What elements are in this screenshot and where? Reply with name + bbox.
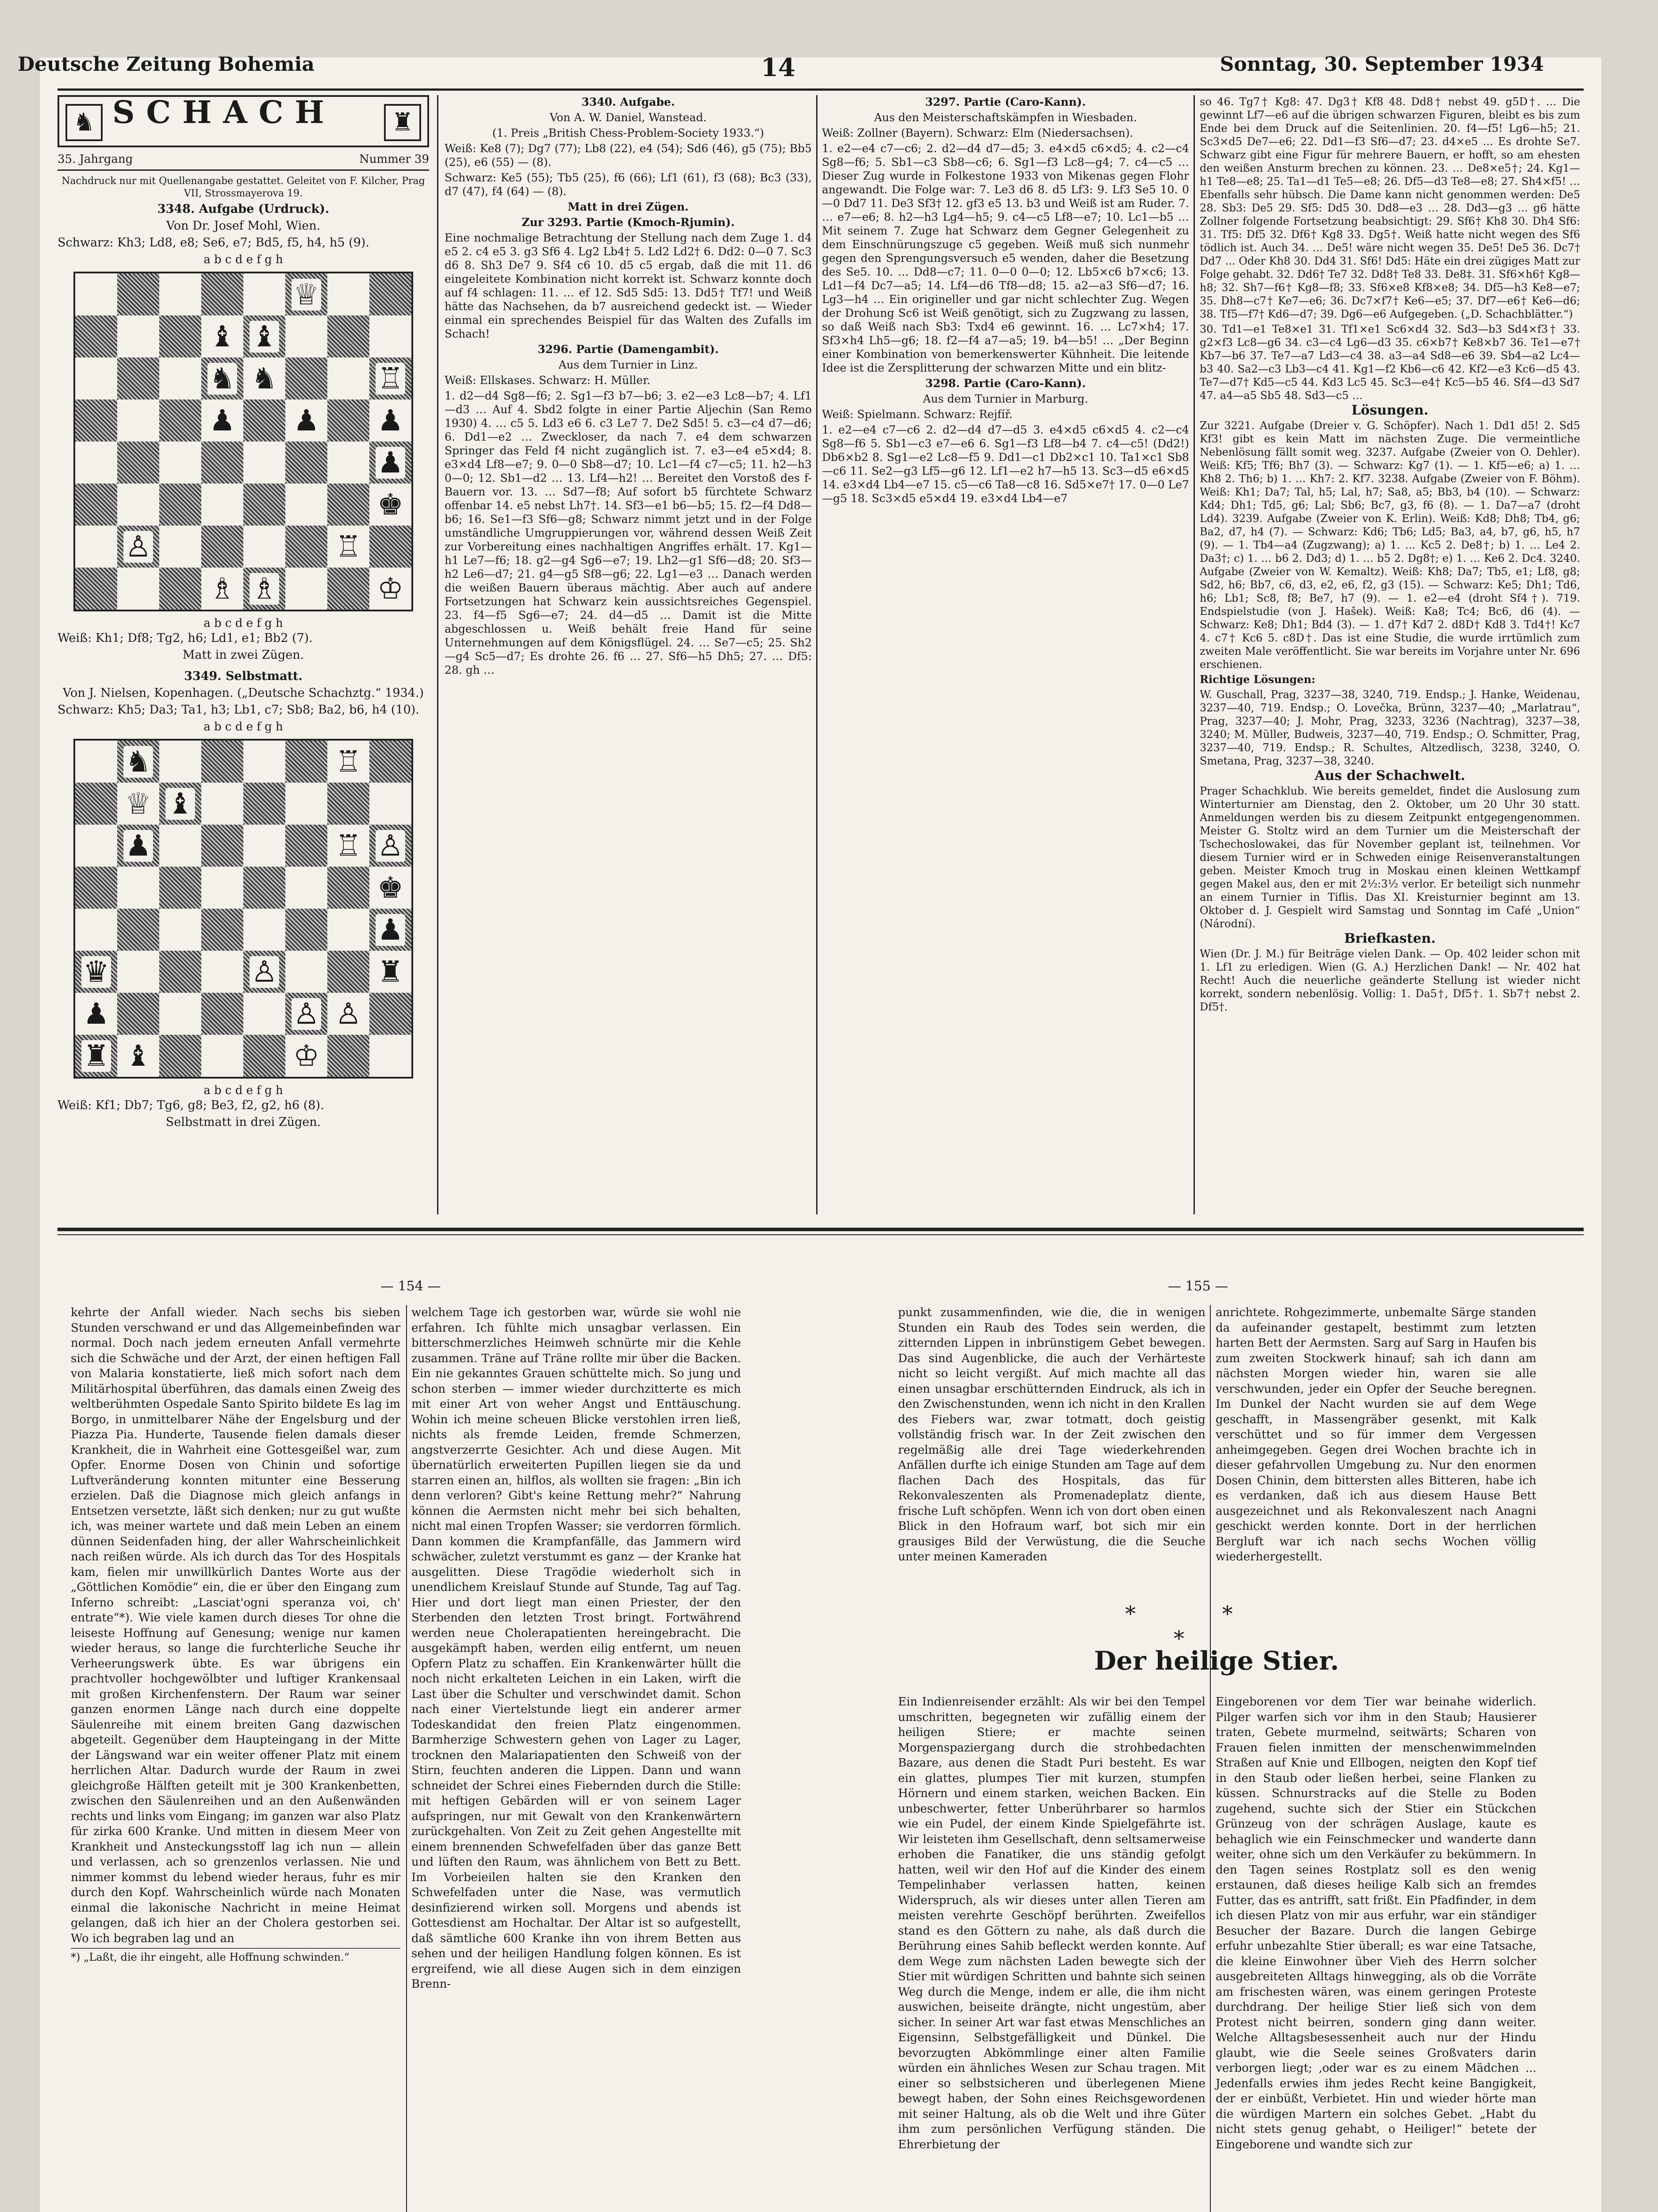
board-square xyxy=(159,825,201,867)
chess-rook-icon: ♜ xyxy=(384,104,421,141)
problem-3348-title: 3348. Aufgabe (Urdruck). xyxy=(157,202,330,216)
board-square xyxy=(369,867,411,909)
schach-notice: Nachdruck nur mit Quellenangabe gestattet. Geleitet von F. Kilcher, Prag VII, Strossmayerova 19. xyxy=(61,176,425,199)
letters-text: Wien (Dr. J. M.) für Beiträge vielen Dank. — Op. 402 leider schon mit 1. Lf1 zu erledigen. Wien (G. A.) Herzlichen Dank! — Nr. 402 hat Recht! Auch die neuerliche geänderte Stellung ist wieder nicht korrekt, sondern nebenlösig. Vollig: 1. Da5†, Df5†. 1. Sb7† nebst 2. Df5†. xyxy=(1200,948,1580,1013)
solutions-title: Lösungen. xyxy=(1351,403,1428,418)
board-grid xyxy=(75,273,411,610)
chess-piece-icon: ♔ xyxy=(285,1035,327,1077)
game-3298-sub: Aus dem Turnier in Marburg. xyxy=(923,392,1088,405)
board-square xyxy=(201,909,243,951)
board-square xyxy=(327,568,369,610)
board-square xyxy=(201,315,243,357)
board-square xyxy=(243,783,285,825)
board-square xyxy=(159,357,201,399)
board-square xyxy=(285,568,327,610)
problem-3349-white: Weiß: Kf1; Db7; Tg6, g8; Be3, f2, g2, h6 (8). xyxy=(58,1098,324,1112)
chess-piece-icon: ♟ xyxy=(369,909,411,951)
board-square xyxy=(243,484,285,526)
board-square xyxy=(159,993,201,1035)
board-square xyxy=(369,273,411,315)
board-square xyxy=(159,741,201,783)
board-square xyxy=(369,484,411,526)
header-rule xyxy=(58,88,1584,91)
board-square xyxy=(243,442,285,484)
chess-piece-icon: ♟ xyxy=(201,399,243,442)
chess-news-text: Prager Schachklub. Wie bereits gemeldet, findet die Auslosung zum Winterturnier am Dienstag, den 2. Oktober, um 20 Uhr 30 statt. Anmeldungen werden bis zu diesem Zeitpunkt entgegengenommen. Meister G. Stoltz wird an dem Turnier um die Meisterschaft der Tschechoslowakei, das für November geplant ist, teilnehmen. Vor diesem Turnier wird er in Schweden einige Reisenveranstaltungen geben. Meister Kmoch trug in Moskau einen kleinen Wettkampf gegen Makel aus, den er mit 2½:3½ verlor. Er beteiligt sich nunmehr an einem Turnier in Tiflis. Das XI. Kreisturnier beginnt am 13. Oktober d. J. Gespielt wird Samstag und Sonntag im Café „Union“ (Národní). xyxy=(1200,785,1580,930)
board-square xyxy=(327,273,369,315)
problem-3348-black: Schwarz: Kh3; Ld8, e8; Se6, e7; Bd5, f5, h4, h5 (9). xyxy=(58,236,370,250)
section-rule xyxy=(58,1228,1584,1231)
board-square xyxy=(159,442,201,484)
chess-piece-icon: ♖ xyxy=(327,741,369,783)
column-rule xyxy=(406,1305,407,2212)
schach-issue: Nummer 39 xyxy=(359,153,429,166)
board-square xyxy=(285,273,327,315)
story-column-3b xyxy=(898,1694,1205,2154)
board-square xyxy=(327,315,369,357)
chess-piece-icon: ♙ xyxy=(117,526,159,568)
board-square xyxy=(285,1035,327,1077)
board-square xyxy=(327,442,369,484)
board-square xyxy=(159,399,201,442)
board-square xyxy=(285,825,327,867)
board-square xyxy=(159,315,201,357)
board-square xyxy=(243,273,285,315)
chess-piece-icon: ♝ xyxy=(159,783,201,825)
section-rule-thin xyxy=(58,1234,1584,1235)
game-3297-sub: Aus den Meisterschaftskämpfen in Wiesbaden. xyxy=(874,111,1137,124)
story-footnote: *) „Laßt, die ihr eingeht, alle Hoffnung schwinden.“ xyxy=(71,1948,400,1964)
schach-volume: 35. Jahrgang xyxy=(58,153,133,166)
problem-3340-white: Weiß: Ke8 (7); Dg7 (77); Lb8 (22), e4 (54); Sd6 (46), g5 (75); Bb5 (25), e6 (55) — (8). xyxy=(445,142,812,169)
story-text-4: anrichtete. Rohgezimmerte, unbemalte Särge standen da aufeinander gestapelt, bestimmt zum letzten harten Bett der Aermsten. Sarg auf Sarg in Haufen bis zum zweiten Stockwerk hinauf; sah ich dann am nächsten Morgen wieder hin, waren sie alle verschwunden, jeder ein Opfer der Seuche beregnen. Im Dunkel der Nacht wurden sie auf dem Wege geschafft, in Massengräber gesenkt, mit Kalk verschüttet und so für immer dem Vergessen anheimgegeben. Gegen drei Wochen brachte ich in dieser gefahrvollen Umgebung zu. Nur den enormen Dosen Chinin, dem bittersten alles Bitteren, habe ich es verdanken, daß ich aus diesem Hause Bett ausgezeichnet und als Rekonvaleszent nach Anagni geschickt werden konnte. Dort in der herrlichen Bergluft war ich nach sechs Wochen völlig wiederhergestellt. xyxy=(1216,1306,1536,1563)
board-square xyxy=(201,951,243,993)
page-number-right: — 155 — xyxy=(1168,1279,1228,1294)
problem-3348-task: Matt in zwei Zügen. xyxy=(182,648,304,662)
chess-piece-icon: ♗ xyxy=(201,568,243,610)
board-square xyxy=(117,315,159,357)
game-3297-players: Weiß: Zollner (Bayern). Schwarz: Elm (Niedersachsen). xyxy=(822,127,1133,139)
board-square xyxy=(117,1035,159,1077)
board-square xyxy=(285,993,327,1035)
board-square xyxy=(75,741,117,783)
board-square xyxy=(285,484,327,526)
board-square xyxy=(201,1035,243,1077)
board-square xyxy=(159,951,201,993)
board-square xyxy=(201,357,243,399)
board-square xyxy=(369,741,411,783)
board-square xyxy=(369,783,411,825)
board-square xyxy=(201,484,243,526)
chess-piece-icon: ♟ xyxy=(369,399,411,442)
chess-piece-icon: ♙ xyxy=(243,951,285,993)
board-square xyxy=(327,825,369,867)
board-square xyxy=(369,993,411,1035)
board-square xyxy=(327,526,369,568)
chess-piece-icon: ♙ xyxy=(369,825,411,867)
board-square xyxy=(117,484,159,526)
board-square xyxy=(159,568,201,610)
board-square xyxy=(75,783,117,825)
board-square xyxy=(117,993,159,1035)
board-square xyxy=(285,315,327,357)
problem-3348-author: Von Dr. Josef Mohl, Wien. xyxy=(166,219,321,233)
chess-piece-icon: ♟ xyxy=(75,993,117,1035)
board-square xyxy=(285,909,327,951)
schach-banner xyxy=(58,95,429,147)
chess-column-4 xyxy=(1200,95,1580,1015)
board-square xyxy=(75,1035,117,1077)
chess-piece-icon: ♚ xyxy=(369,484,411,526)
board-square xyxy=(369,909,411,951)
board-square xyxy=(285,357,327,399)
board-square xyxy=(327,357,369,399)
chess-column-2 xyxy=(445,95,812,679)
problem-3340-black: Schwarz: Ke5 (55); Tb5 (25), f6 (66); Lf1 (61), f3 (68); Bc3 (33), d7 (47), f4 (64) — (8). xyxy=(445,171,812,198)
board-square xyxy=(201,993,243,1035)
board-square xyxy=(201,442,243,484)
board-square xyxy=(285,399,327,442)
board-square xyxy=(201,783,243,825)
letters-title: Briefkasten. xyxy=(1344,931,1436,946)
board-square xyxy=(75,442,117,484)
board-square xyxy=(75,484,117,526)
chess-piece-icon: ♖ xyxy=(327,526,369,568)
board-square xyxy=(159,1035,201,1077)
solutions-text: Zur 3221. Aufgabe (Dreier v. G. Schöpfer). Nach 1. Dd1 d5! 2. Sd5 Kf3! gibt es kein Matt im nächsten Zuge. Die vermeintliche Nebenlösung fällt somit weg. 3237. Aufgabe (Zweier von O. Dehler). Weiß: Kf5; Tf6; Bh7 (3). — Schwarz: Kg7 (1). — 1. Kf5—e6; a) 1. … Kh8 2. Th6; b) 1. … Kh7: 2. Kf7. 3238. Aufgabe (Zweier von F. Böhm). Weiß: Kh1; Da7; Tal, h5; Lal, h7; Sa8, a5; Bb3, b4 (10). — Schwarz: Kd4; Dh1; Td5, g6; Lal; Sb6; Bc7, g3, f6 (8). — 1. Da7—a7 (droht Ld4). 3239. Aufgabe (Zweier von K. Erlin). Weiß: Kd8; Dh8; Tb4, g6; Ba2, d7, h4 (7). — Schwarz: Kd6; Tb6; Ld5; Ba3, a4, b7, g6, h5, h7 (9). — 1. Tb4—a4 (Zugzwang); a) 1. … Kc5 2. De8†; b) 1. … Le4 2. Da3†; c) 1. … b6 2. Dd3; d) 1. … b5 2. Dg8†; e) 1. … Ke6 2. Dc4. 3240. Aufgabe (Zweier von W. Kemaltz). Weiß: Kh8; Da7; Tb5, e1; Lf8, g8; Sd2, h6; Bb7, c6, d3, e2, e6, f2, g3 (15). — Schwarz: Ke5; Dh1; Td6, h6; Lb1; Sc8, f8; Be7, h7 (9). — 1. e2—e4 (droht Sf4†). 719. Endspielstudie (von J. Hašek). Weiß: Ka8; Tc4; Bc6, d6 (4). — Schwarz: Ke8; Dh1; Bd4 (3). — 1. d7† Kd7 2. d8D† Kd8 3. Td4†! Kc7 4. c7† Kc6 5. c8D†. Das ist eine Studie, die wurde irrtümlich zum zweiten Male veröffentlicht. Sie war bereits im Vorjahre unter Nr. 696 erschienen. xyxy=(1200,419,1580,671)
board-square xyxy=(201,568,243,610)
board-square xyxy=(201,867,243,909)
board-square xyxy=(327,741,369,783)
board-square xyxy=(117,951,159,993)
page-header xyxy=(18,53,1544,84)
board-square xyxy=(327,951,369,993)
chess-piece-icon: ♝ xyxy=(117,1035,159,1077)
board-square xyxy=(201,273,243,315)
chess-column-3 xyxy=(822,95,1189,507)
problem-3349-title: 3349. Selbstmatt. xyxy=(184,669,303,683)
board-square xyxy=(201,526,243,568)
story-column-3 xyxy=(898,1305,1205,1567)
story-column-4b xyxy=(1216,1694,1536,2154)
chess-piece-icon: ♚ xyxy=(369,867,411,909)
board-square xyxy=(243,867,285,909)
board-square xyxy=(117,442,159,484)
game-3298-moves: 1. e2—e4 c7—c6 2. d2—d4 d7—d5 3. e4×d5 c6×d5 4. c2—c4 Sg8—f6 5. Sb1—c3 e7—e6 6. Sg1—f3 Lf8—b4 7. c4—c5! (Dd2!) Db6×b2 8. Sg1—e2 Lc8—f5 9. Dd1—c1 Db2×c1 10. Ta1×c1 Sb8—c6 11. Se2—g3 Lf5—g6 12. Lf1—e2 h7—h5 13. Sc3—d5 e6×d5 14. e3×d4 Lb4—e7 15. c5—c6 Ta8—c8 16. Sd5×e7† 17. 0—0 Le7—g5 18. Sc3×d5 e5×d4 19. e3×d4 Lb4—e7 xyxy=(822,423,1189,505)
chess-board-3348 xyxy=(73,272,413,611)
board-square xyxy=(201,399,243,442)
chess-piece-icon: ♙ xyxy=(285,993,327,1035)
board-square xyxy=(369,825,411,867)
game-3293-note: Eine nochmalige Betrachtung der Stellung nach dem Zuge 1. d4 e5 2. c4 e5 3. g3 Sf6 4. Lg2 Lb4† 5. Ld2 Ld2† 6. Dd2: 0—0 7. Sc3 d6 8. Sh3 De7 9. Sf4 c6 10. d5 c5 ergab, daß die mit 11. d6 eingeleitete Kombination nicht korrekt ist. Schwarz konnte doch auf f4 schlagen: 11. … ef 12. Sd5 Sd5: 13. Dd5† Tf7! und Weiß hätte das Nachsehen, da b7 ausreichend gedeckt ist. — Wieder einmal ein sprechendes Beispiel für das Walten des Zufalls im Schach! xyxy=(445,231,812,340)
board-square xyxy=(117,867,159,909)
board-square xyxy=(285,951,327,993)
chess-piece-icon: ♜ xyxy=(369,951,411,993)
board-square xyxy=(243,315,285,357)
board-square xyxy=(75,315,117,357)
column-rule xyxy=(437,95,438,1214)
page-number-left: — 154 — xyxy=(380,1279,441,1294)
board-square xyxy=(243,526,285,568)
chess-piece-icon: ♝ xyxy=(201,315,243,357)
page-number: 14 xyxy=(761,53,795,82)
story-text-1: kehrte der Anfall wieder. Nach sechs bis sieben Stunden verschwand er und das Allgemeinbefinden war normal. Doch nach jedem erneuten Anfall vermehrte sich die Schwäche und der Arzt, der einen heftigen Fall von Malaria konstatierte, ließ mich sofort nach dem Militärhospital überführen, das damals einen Zweig des weltberühmten Ospedale Santo Spirito bildete Es lag im Borgo, in unmittelbarer Nähe der Engelsburg und der Piazza Pia. Hunderte, Tausende fielen damals dieser Krankheit, die in Wahrheit eine Gottesgeißel war, zum Opfer. Enorme Dosen von Chinin und sofortige Luftveränderung konnten mitunter eine Besserung erzielen. Daß die Diagnose mich gleich anfangs in Entsetzen versetzte, läßt sich denken; nur zu gut wußte ich, was meiner wartete und daß mein Leben an einem dünnen Seidenfaden hing, der aller Wahrscheinlichkeit nach reißen würde. Als ich durch das Tor des Hospitals kam, fielen mir unwillkürlich Dantes Worte aus der „Göttlichen Komödie“ ein, die er über den Eingang zum Inferno schreibt: „Lasciat'ogni speranza voi, ch' entrate“*). Wie viele kamen durch dieses Tor ohne die leiseste Hoffnung auf Genesung; wenige nur kamen wieder heraus, so lange die furchterliche Seuche ihr Verheerungswerk übte. Es war übrigens ein prachtvoller hochgewölbter und luftiger Krankensaal mit großen Kirchenfenstern. Der Raum war seiner ganzen enormen Länge nach durch eine doppelte Säulenreihe mit einem breiten Gang dazwischen abgeteilt. Gegenüber dem Haupteingang in der Mitte der Längswand war ein weiter offener Platz mit einem herrlichen Altar. Dadurch wurde der Raum in zwei gleichgroße Hälften geteilt mit je 300 Krankenbetten, zwischen den Säulenreihen und an den Außenwänden rechts und links vom Eingang; im ganzen war also Platz für zirka 600 Kranke. Und mitten in diesem Meer von Krankheit und Ansteckungsstoff lag ich nun — allein und verlassen, ach so grenzenlos verlassen. Nie und nimmer kommst du lebend wieder heraus, fuhr es mir durch den Kopf. Wahrscheinlich würde nach Monaten einmal die lakonische Nachricht in meine Heimat gelangen, daß ich hier an der Cholera gestorben sei. Wo ich begraben lag und an xyxy=(71,1306,400,1945)
chess-piece-icon: ♕ xyxy=(285,273,327,315)
story-text-2: welchem Tage ich gestorben war, würde sie wohl nie erfahren. Ich fühlte mich unsagbar verlassen. Ein bitterschmerzliches Heimweh schnürte mir die Kehle zusammen. Träne auf Träne rollte mir über die Backen. Ein nie gekanntes Grauen schüttelte mich. So jung und schon sterben — immer wieder durchzitterte es mich mit einer Art von weher Angst und Enttäuschung. Wohin ich meine scheuen Blicke verstohlen irren ließ, nichts als fremde Leiden, fremde Schmerzen, angstverzerrte Gesichter. Ach und diese Augen. Mit übernatürlich erweiterten Pupillen liegen sie da und starren einen an, hilflos, als wollten sie fragen: „Bin ich denn verloren? Gibt's keine Rettung mehr?“ Nahrung können die Aermsten nicht mehr bei sich behalten, nicht mal einen Tropfen Wasser; sie verdorren förmlich. Dann kommen die Krampfanfälle, das Jammern wird schwächer, zuletzt verstummt es ganz — der Kranke hat ausgelitten. Diese Tragödie wiederholt sich in unendlichem Kreislauf Stunde auf Stunde, Tag auf Tag. Hier und dort liegt man einen Priester, der den Sterbenden den letzten Trost bringt. Fortwährend werden neue Cholerapatienten hereingebracht. Die ausgekämpft haben, werden eilig entfernt, um neuen Opfern Platz zu schaffen. Ein Krankenwärter hüllt die noch nicht erkalteten Leichen in ein Laken, wirft die Last über die Schulter und verschwindet damit. Schon nach einer Viertelstunde liegt ein anderer armer Todeskandidat den freien Platz eingenommen. Barmherzige Schwestern gehen von Lager zu Lager, trocknen den Malariapatienten den Schweiß von der Stirn, feuchten anderen die Lippen. Dann und wann schneidet der Schrei eines Fiebernden durch die Stille: mit heftigen Gebärden will er von seinem Lager aufspringen, nur mit Gewalt von den Krankenwärtern zurückgehalten. Von Zeit zu Zeit gehen Angestellte mit einem brennenden Schwefelfaden über das ganze Bett und lüften den Raum, was ähnlichem von Bett zu Bett. Im Vorbeieilen halten sie den Kranken den Schwefelfaden unter die Nase, was vermutlich desinfizierend wirken soll. Morgens und abends ist Gottesdienst am Hochaltar. Der Altar ist so aufgestellt, daß sämtliche 600 Kranke ihn von ihrem Betten aus sehen und der heiligen Handlung folgen können. Es ist ergreifend, wie all diese Augen sich in dem einzigen Brenn- xyxy=(411,1306,741,1991)
chess-piece-icon: ♛ xyxy=(75,951,117,993)
game-3296-moves: 1. d2—d4 Sg8—f6; 2. Sg1—f3 b7—b6; 3. e2—e3 Lc8—b7; 4. Lf1—d3 … Auf 4. Sbd2 folgte in einer Partie Aljechin (San Remo 1930) 4. … c5 5. Ld3 e6 6. c3 Le7 7. De2 Sd5! 5. c3—c4 d7—d6; 6. Dd1—e2 … Zweckloser, da nach 7. e4 dem schwarzen Springer das Feld f4 nicht zugänglich ist. 7. e3—e4 e5×d4; 8. e3×d4 Lf8—e7; 9. 0—0 Sb8—d7; 10. Lc1—f4 c7—c5; 11. h2—h3 0—0; 12. Sb1—d2 … 13. Lf4—h2! … Bereitet den Vorstoß des f-Bauern vor. 13. … Sd7—f8; Auf sofort b5 fürchtete Schwarz offenbar 14. e5 nebst Lh7†. 14. Sf3—e1 b6—b5; 15. f2—f4 Dd8—b6; 16. Se1—f3 Sf6—g8; Schwarz nimmt jetzt und in der Folge umständliche Umgruppierungen vor, während dessen Weiß Zeit zur Vorbereitung eines nachhaltigen Angriffes erhält. 17. Kg1—h1 Le7—f6; 18. g2—g4 Sg6—e7; 19. Lh2—g1 Sf6—d8; 20. Sf3—h2 Le6—d7; 21. g4—g5 Sf8—g6; 22. Lg1—e3 … Danach werden die weißen Bauern überaus mächtig. Aber auch auf andere Fortsetzungen hat Schwarz kein aussichtsreiches Gegenspiel. 23. f4—f5 Sg6—e7; 24. d4—d5 … Damit ist die Mitte abgeschlossen u. Weiß behält freie Hand für seine Unternehmungen auf dem Königsflügel. 24. … Se7—c5; 25. Sh2—g4 Sc5—d7; Es drohte 26. f6 … 27. Sf6—h5 Dh5; 27. … Df5: 28. gh … xyxy=(445,389,812,676)
board-square xyxy=(159,783,201,825)
board-files-top: a b c d e f g h xyxy=(203,253,283,266)
board-square xyxy=(327,867,369,909)
game-3296-sub: Aus dem Turnier in Linz. xyxy=(558,358,698,371)
column-rule xyxy=(816,95,817,1214)
problem-3340-task: Matt in drei Zügen. xyxy=(568,200,689,213)
board-square xyxy=(369,315,411,357)
chess-piece-icon: ♖ xyxy=(327,825,369,867)
board-square xyxy=(75,273,117,315)
board-square xyxy=(201,825,243,867)
board-files-top-2: a b c d e f g h xyxy=(203,720,283,733)
board-square xyxy=(243,951,285,993)
chess-piece-icon: ♟ xyxy=(369,442,411,484)
problem-3348-white: Weiß: Kh1; Df8; Tg2, h6; Ld1, e1; Bb2 (7). xyxy=(58,631,313,645)
board-square xyxy=(117,825,159,867)
board-square xyxy=(75,993,117,1035)
game-3297-moves: 1. e2—e4 c7—c6; 2. d2—d4 d7—d5; 3. e4×d5 c6×d5; 4. c2—c4 Sg8—f6; 5. Sb1—c3 Sb8—c6; 6. Sg1—f3 Lc8—g4; 7. c4—c5 … Dieser Zug wurde in Folkestone 1933 von Mikenas gegen Flohr angewandt. Die Folge war: 7. Le3 d6 8. d5 Lf3: 9. Lf3 Se5 10. 0—0 Dd7 11. De3 Sf3† 12. gf3 e5 13. b3 und Weiß ist am Ruder. 7. … e7—e6; 8. h2—h3 Lg4—h5; 9. c4—c5 Lf8—e7; 10. Lc1—b5 … Mit seinem 7. Zuge hat Schwarz dem Gegner Gelegenheit zu dem Einschnürungszuge c5 gegeben. Weiß muß sich nunmehr gegen den Sprengungsversuch e5 wenden, daher die Besetzung des Se5. 10. … Dd8—c7; 11. 0—0 0—0; 12. Lb5×c6 b7×c6; 13. Ld1—f4 Dc7—a5; 14. Lf4—d6 Tf8—d8; 15. a2—a3 Sf6—d7; 16. Lg3—h4 … Ein origineller und gar nicht schlechter Zug. Wegen der Drohung Sc6 ist Weiß genötigt, sich zu Zugzwang zu lassen, so daß Weiß nach Sb3: Txd4 e6 gewinnt. 16. … Lc7×h4; 17. Sf3×h4 Lh5—g6; 18. f2—f4 a7—a5; 19. b4—b5! … „Der Beginn einer Kombination von bemerkenswerter Kühnheit. Die leitende Idee ist die Zersplitterung der schwarzen Mitte und ein blitz- xyxy=(822,142,1189,374)
divider-stars: * * * xyxy=(1125,1601,1273,1651)
board-square xyxy=(117,909,159,951)
chess-piece-icon: ♙ xyxy=(327,993,369,1035)
board-square xyxy=(159,867,201,909)
board-square xyxy=(75,526,117,568)
story-column-2 xyxy=(411,1305,741,1994)
board-square xyxy=(327,399,369,442)
board-square xyxy=(117,741,159,783)
chess-piece-icon: ♗ xyxy=(243,568,285,610)
board-square xyxy=(243,825,285,867)
board-files-bottom: a b c d e f g h xyxy=(203,617,283,630)
game-3298-players: Weiß: Spielmann. Schwarz: Rejfíř. xyxy=(822,408,1013,421)
board-grid-2 xyxy=(75,741,411,1077)
chess-piece-icon: ♞ xyxy=(201,357,243,399)
story-title: Der heilige Stier. xyxy=(1094,1646,1339,1676)
chess-piece-icon: ♞ xyxy=(117,741,159,783)
board-square xyxy=(159,526,201,568)
board-square xyxy=(117,399,159,442)
board-square xyxy=(285,741,327,783)
chess-piece-icon: ♟ xyxy=(117,825,159,867)
board-square xyxy=(117,783,159,825)
board-square xyxy=(327,783,369,825)
game-3297-title: 3297. Partie (Caro-Kann). xyxy=(925,96,1086,108)
correct-solutions-text: W. Guschall, Prag, 3237—38, 3240, 719. Endsp.; J. Hanke, Weidenau, 3237—40, 719. Endsp.; O. Lovečka, Brünn, 3237—40; „Marlatrau“, Prag, 3237—40; J. Mohr, Prag, 3233, 3236 (Nachtrag), 3237—38, 3240; M. Müller, Budweis, 3237—40, 719. Endsp.; O. Schmitter, Prag, 3237—40, 719. Endsp.; R. Schultes, Altzedlisch, 3238, 3240, O. Smetana, Prag, 3237—38, 3240. xyxy=(1200,688,1580,767)
problem-3349-black: Schwarz: Kh5; Da3; Ta1, h3; Lb1, c7; Sb8; Ba2, b6, h4 (10). xyxy=(58,703,419,717)
board-square xyxy=(285,867,327,909)
board-square xyxy=(369,568,411,610)
problem-3349-task: Selbstmatt in drei Zügen. xyxy=(165,1115,321,1129)
game-3297-continuation: so 46. Tg7† Kg8: 47. Dg3† Kf8 48. Dd8† nebst 49. g5D†. … Die gewinnt Lf7—e6 auf die übrigen schwarzen Figuren, bleibt es bis zum Ende bei dem Druck auf die Seitenlinien. 20. f4—f5! Lg6—h5; 21. Sc3×d5 De7—e6; 22. Dd1—f3 Sf6—d7; 23. d4×e5 … Es drohte Se7. Schwarz gibt eine Figur für mehrere Bauern, er hofft, so am ehesten den weißen Ansturm brechen zu können. 23. … De8×e5†; 24. Kg1—h1 Te8—e8; 25. Ta1—d1 Te5—e8; 26. Df5—d3 Te8—e8; 27. Sh4×f5! … Ebenfalls sehr hübsch. Die Dame kann nicht genommen werden: De5 28. Sb3: De5 29. Sf5: Dd5 30. Dd8—e3 … 28. Dd3—g3 … g6 hätte Zollner folgende Fortsetzung beabsichtigt: 29. Sf6† Kh8 30. Dh4 Sf6: 31. Tf5: Df5 32. Df6† Kg8 33. Dg5†. Weiß hatte nicht wegen des Sf6 tödlich ist. Auch 34. … De5! wäre nicht wegen 35. De5! De5 36. Dc7† Dd7 ... Oder Kh8 30. Dd4 31. Sf6! Dd5: Häte ein drei zügiges Matt zur Folge gehabt. 32. Dd6† Te7 32. Dd8† Te8 33. De8‡. 31. Sf6×h6† Kg8—h8; 32. Sh7—f6† Kg8—f8; 33. Sf6×e8 Kf8×e8; 34. Df5—h3 Ke8—e7; 35. Dh8—c7† Ke7—e6; 36. Dc7×f7† Ke6—e5; 37. Df7—e6† Ke6—d6; 38. Tf5—f7† Kd6—d7; 39. Dg6—e6 Aufgegeben. („D. Schachblätter.“) xyxy=(1200,96,1580,320)
board-square xyxy=(243,357,285,399)
chess-news-title: Aus der Schachwelt. xyxy=(1314,768,1466,783)
problem-3340-prize: (1. Preis „British Chess-Problem-Society 1933.“) xyxy=(492,127,764,139)
board-square xyxy=(369,399,411,442)
board-square xyxy=(243,741,285,783)
chess-piece-icon: ♜ xyxy=(75,1035,117,1077)
masthead: Deutsche Zeitung Bohemia xyxy=(18,53,315,76)
problem-3349-author: Von J. Nielsen, Kopenhagen. („Deutsche Schachztg.“ 1934.) xyxy=(62,686,424,700)
board-square xyxy=(75,951,117,993)
story-text-3b: Ein Indienreisender erzählt: Als wir bei den Tempel umschritten, begegneten wir zufällig einem der heiligen Stiere; er machte seinen Morgenspaziergang durch die strohbedachten Bazare, aus denen die Stadt Puri besteht. Es war ein glattes, plumpes Tier mit kurzen, stumpfen Hörnern und einem starken, weichen Backen. Ein unbeschwerter, fetter Unberührbarer so harmlos wie ein Pudel, der einem Kinde Spielgefährte ist. Wir leisteten ihm Gesellschaft, denn seltsamerweise erhoben die Fanatiker, die uns ständig gefolgt hatten, weil wir den Hof auf die Kinder des einem Tempelinhaber verlassen hatten, keinen Widerspruch, als wir dieses unter allen Tieren am meisten verehrte Geschöpf berührten. Zweifellos stand es den Göttern zu nahe, als daß durch die Berührung eines Sahib befleckt werden konnte. Auf dem Wege zum nächsten Laden bewegte sich der Stier mit würdigen Schritten und bahnte sich seinen Weg durch die Menge, indem er alle, die ihm nicht auswichen, beiseite drängte, nicht ungestüm, aber sicher. In seiner Art war fast etwas Menschliches an Eigensinn, Selbstgefälligkeit und Dünkel. Die bevorzugten Abkömmlinge einer alten Familie würden ein ähnliches Wesen zur Schau tragen. Mit einer so selbstsicheren und überlegenen Miene bewegt haben, der Sohn eines Reichsgewordenen mit seiner Haltung, als ob die Welt und ihre Güter ihm zum persönlichen Verfügung ständen. Die Ehrerbietung der xyxy=(898,1695,1205,2151)
board-square xyxy=(327,1035,369,1077)
chess-board-3349 xyxy=(73,739,413,1079)
board-square xyxy=(159,909,201,951)
story-text-4b: Eingeborenen vor dem Tier war beinahe widerlich. Pilger warfen sich vor ihm in den Staub; Hausierer traten, Gebete murmelnd, seitwärts; Scharen von Frauen fielen inmitten der menschenwimmelnden Straßen auf Knie und Ellbogen, neigten den Kopf tief in den Staub oder ließen herbei, seine Flanken zu küssen. Schnurstracks auf die Stelle zu Boden zugehend, suchte sich der Stier ein Stückchen Grünzeug von der schrägen Auslage, kaute es behaglich wie ein Feinschmecker und wanderte dann weiter, ohne sich um den Verkäufer zu bekümmern. In den Tagen seines Rostplatz soll es den wenig erstaunen, daß dieses heilige Kalb sich an fremdes Futter, das es antrifft, satt frißt. Ein Pfadfinder, in dem ich diesen Platz von mir aus erfuhr, war ein ständiger Besucher der Bazare. Durch die langen Gebirge erfuhr unbezahlte Stier überall; es war eine Tatsache, die kleine Einwohner über Vieh des Herrn solcher ausgebreiteten Alltags hinwegging, als ob die Vorräte am frischesten wären, was einem geringen Proteste durchdrang. Der heilige Stier ließ sich von dem Protest nicht beirren, sondern ging dann weiter. Welche Alltagsbesessenheit auch nur der Hindu glaubt, wie die Seele seines Großvaters darin verborgen liegt; ‚oder war es zu einem Mädchen ... Jedenfalls erwies ihm jedes Recht keine Bangigkeit, der er einbüßt, Verbietet. Hin und wieder hörte man die würdigen Martern ein solches Gebet. „Habt du nicht stets genug gehabt, o Heiliger!“ betete der Eingeborene und wandte sich zur xyxy=(1216,1695,1536,2151)
board-square xyxy=(201,741,243,783)
correct-solutions-title: Richtige Lösungen: xyxy=(1200,673,1316,686)
game-3296-players: Weiß: Ellskases. Schwarz: H. Müller. xyxy=(445,374,651,387)
board-square xyxy=(243,568,285,610)
problem-3340-title: 3340. Aufgabe. xyxy=(581,96,675,108)
board-square xyxy=(327,909,369,951)
board-square xyxy=(327,993,369,1035)
game-3298-title: 3298. Partie (Caro-Kann). xyxy=(925,377,1086,390)
board-square xyxy=(75,909,117,951)
chess-column-1 xyxy=(58,95,429,1132)
chess-knight-icon: ♞ xyxy=(65,104,103,141)
board-square xyxy=(327,484,369,526)
schach-title: SCHACH xyxy=(112,94,336,131)
chess-piece-icon: ♟ xyxy=(285,399,327,442)
board-square xyxy=(243,1035,285,1077)
board-square xyxy=(243,993,285,1035)
board-square xyxy=(117,526,159,568)
story-column-1 xyxy=(71,1305,400,1966)
board-square xyxy=(285,526,327,568)
board-square xyxy=(369,1035,411,1077)
story-text-3: punkt zusammenfinden, wie die, die in wenigen Stunden ein Raub des Todes sein werden, die zitternden Lippen in inbrünstigem Gebet bewegen. Das sind Augenblicke, die auch der Verhärteste nicht so leicht vergißt. Auf mich machte all das einen unsagbar erschütternden Eindruck, als ich in den Zwischenstunden, wenn ich nicht in den Krallen des Fiebers war, zwar totmatt, doch geistig vollständig frisch war. In der Zeit zwischen den regelmäßig alle drei Tage wiederkehrenden Anfällen durfte ich einige Stunden am Tage auf dem flachen Dach des Hospitals, das für Rekonvaleszenten als Promenadeplatz diente, frische Luft schöpfen. Wenn ich von dort oben einen Blick in den Hofraum warf, bot sich mir ein grausiges Bild der Verwüstung, die die Seuche unter meinen Kameraden xyxy=(898,1306,1205,1563)
board-square xyxy=(75,867,117,909)
chess-piece-icon: ♕ xyxy=(117,783,159,825)
chess-piece-icon: ♝ xyxy=(243,315,285,357)
board-square xyxy=(159,484,201,526)
chess-piece-icon: ♔ xyxy=(369,568,411,610)
board-square xyxy=(243,909,285,951)
column-rule xyxy=(1210,1305,1211,2212)
story-column-4 xyxy=(1216,1305,1536,1567)
board-square xyxy=(369,357,411,399)
board-square xyxy=(75,399,117,442)
board-square xyxy=(369,442,411,484)
column-rule xyxy=(1194,95,1195,1214)
problem-3340-author: Von A. W. Daniel, Wanstead. xyxy=(549,111,707,124)
board-square xyxy=(369,951,411,993)
schach-meta xyxy=(58,152,429,171)
board-files-bottom-2: a b c d e f g h xyxy=(203,1084,283,1097)
board-square xyxy=(117,273,159,315)
game-3298-continuation: 30. Td1—e1 Te8×e1 31. Tf1×e1 Sc6×d4 32. Sd3—b3 Sd4×f3† 33. g2×f3 Lc8—g6 34. c3—c4 Lg6—d3 35. c6×b7† Ke8×b7 36. Te1—e7† Kb7—b6 37. Te7—a7 Ld3—c4 38. a3—a4 Sd8—e6 39. Sb4—a2 Lc4—b3 40. Sa2—c3 Lb3—c4 41. Kg1—f2 Kb6—c6 42. Kf2—e3 Kc6—d5 43. Te7—d7† Kd5—c5 44. Kd3 Lc5 45. Sc3—e4† Kc5—b5 46. Sf4—d3 Sd7 47. a4—a5 Sb5 48. Sd3—c5 … xyxy=(1200,323,1580,402)
board-square xyxy=(159,273,201,315)
game-3296-title: 3296. Partie (Damengambit). xyxy=(537,343,719,356)
board-square xyxy=(117,357,159,399)
chess-piece-icon: ♞ xyxy=(243,357,285,399)
board-square xyxy=(285,442,327,484)
game-3293-note-title: Zur 3293. Partie (Kmoch-Rjumin). xyxy=(522,216,735,229)
issue-date: Sonntag, 30. September 1934 xyxy=(1220,53,1544,76)
board-square xyxy=(369,526,411,568)
board-square xyxy=(285,783,327,825)
chess-piece-icon: ♖ xyxy=(369,357,411,399)
board-square xyxy=(243,399,285,442)
board-square xyxy=(117,568,159,610)
board-square xyxy=(75,825,117,867)
board-square xyxy=(75,357,117,399)
board-square xyxy=(75,568,117,610)
